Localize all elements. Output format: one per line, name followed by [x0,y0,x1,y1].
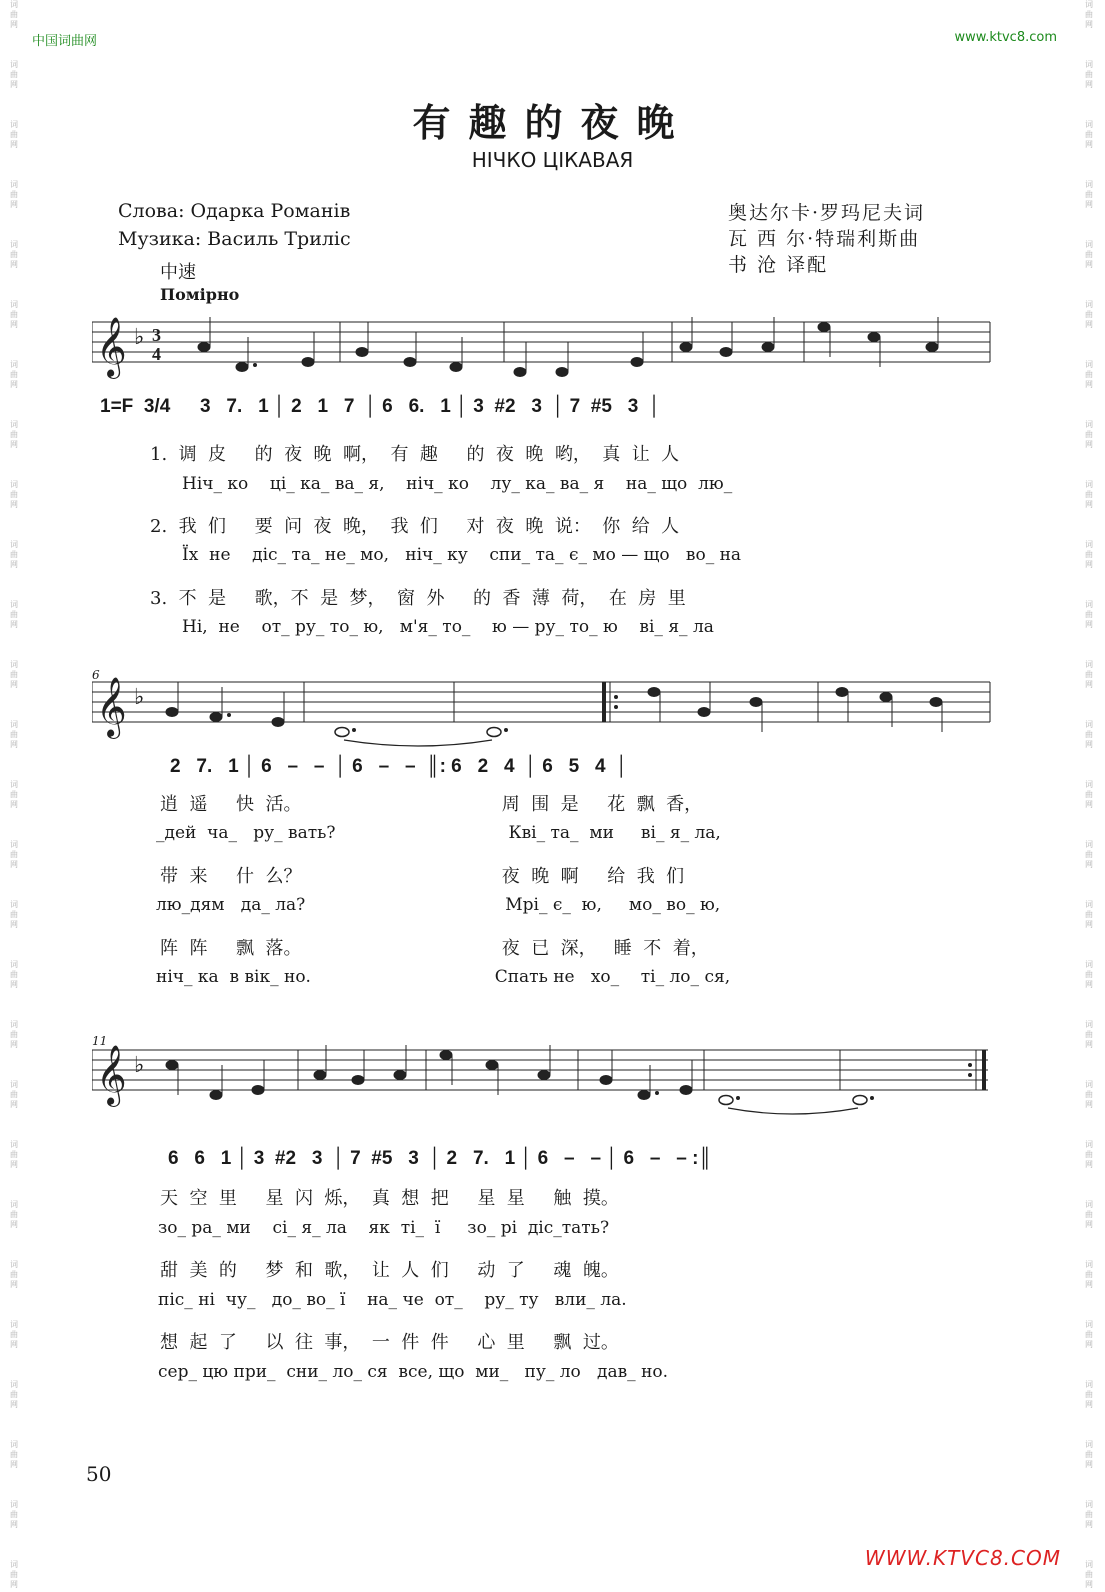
watermark-unit [2,240,26,300]
watermark-glyph: 曲 [1085,1150,1093,1159]
watermark-glyph: 曲 [1085,250,1093,259]
watermark-glyph: 网 [10,800,18,809]
lyric-line-3-v1-cn: 天 空 里 星 闪 烁， 真 想 把 星 星 触 摸。 [160,1188,619,1209]
watermark-glyph: 曲 [10,1150,18,1159]
jianpu-line-1: 3 7. 1 │ 2 1 7 │ 6 6. 1 │ 3 #2 3 │ 7 #5 3 │ [200,396,661,417]
watermark-unit [2,900,26,960]
watermark-unit [1077,1380,1101,1440]
watermark-unit [2,360,26,420]
site-name-left[interactable]: 中国词曲网 [32,34,98,49]
watermark-glyph: 词 [1085,1380,1093,1389]
watermark-glyph: 曲 [1085,1030,1093,1039]
watermark-glyph: 曲 [1085,910,1093,919]
lyric-line-2-v1-ua: _дей ча_ ру_ вать? Кві_ та_ ми ві_ я_ ла, [156,823,721,843]
watermark-unit [1077,720,1101,780]
watermark-glyph: 网 [10,1400,18,1409]
jianpu-time-signature: 3/4 [143,396,171,417]
watermark-glyph: 网 [1085,740,1093,749]
watermark-unit [1077,0,1101,60]
watermark-glyph: 词 [1085,900,1093,909]
watermark-glyph: 曲 [10,670,18,679]
watermark-glyph: 曲 [10,1270,18,1279]
watermark-glyph: 网 [1085,20,1093,29]
lyric-line-3-v3-ua: сер_ цю при_ сни_ ло_ ся все, що ми_ пу_ ло дав_ но. [158,1362,669,1382]
watermark-glyph: 词 [1085,1020,1093,1029]
watermark-glyph: 词 [1085,0,1093,9]
watermark-glyph: 词 [10,600,18,609]
watermark-glyph: 网 [10,1040,18,1049]
watermark-glyph: 词 [10,1200,18,1209]
watermark-glyph: 曲 [10,1090,18,1099]
watermark-glyph: 曲 [10,1450,18,1459]
watermark-glyph: 曲 [1085,190,1093,199]
watermark-glyph: 词 [1085,480,1093,489]
lyric-line-2-v3-cn: 阵 阵 飘 落。 夜 已 深， 睡 不 着， [160,938,709,959]
watermark-glyph: 网 [10,980,18,989]
watermark-glyph: 网 [10,860,18,869]
watermark-glyph: 曲 [10,70,18,79]
watermark-glyph: 词 [10,720,18,729]
watermark-glyph: 词 [1085,1140,1093,1149]
watermark-glyph: 网 [1085,1460,1093,1469]
watermark-glyph: 词 [1085,240,1093,249]
watermark-unit [1077,1500,1101,1560]
svg-text:𝄞: 𝄞 [96,317,127,377]
watermark-unit [2,1080,26,1140]
watermark-glyph: 词 [1085,720,1093,729]
watermark-glyph: 曲 [10,730,18,739]
watermark-glyph: 网 [1085,920,1093,929]
watermark-glyph: 词 [1085,840,1093,849]
watermark-glyph: 曲 [10,1570,18,1579]
song-title: 有趣的夜晚 [412,100,693,145]
watermark-glyph: 网 [10,1220,18,1229]
watermark-glyph: 网 [1085,140,1093,149]
watermark-glyph: 词 [10,840,18,849]
lyric-line-2-v3-ua: ніч_ ка в вік_ но. Спать не хо_ ті_ ло_ ся, [156,967,731,987]
watermark-glyph: 网 [1085,860,1093,869]
lyric-line-2-v2-cn: 带 来 什 么？ 夜 晚 啊 给 我 们 [160,866,685,887]
watermark-glyph: 词 [1085,360,1093,369]
watermark-glyph: 网 [10,740,18,749]
watermark-glyph: 词 [1085,780,1093,789]
watermark-unit [1077,480,1101,540]
watermark-glyph: 曲 [1085,130,1093,139]
watermark-glyph: 词 [1085,1320,1093,1329]
watermark-unit [1077,240,1101,300]
watermark-glyph: 网 [10,440,18,449]
watermark-unit [1077,1020,1101,1080]
watermark-glyph: 词 [10,540,18,549]
watermark-glyph: 网 [1085,320,1093,329]
site-url-right[interactable]: www.ktvc8.com [954,30,1057,45]
watermark-unit [1077,420,1101,480]
watermark-unit [1077,1200,1101,1260]
watermark-glyph: 网 [10,500,18,509]
lyric-line-3-v2-ua: піс_ ні чу_ до_ во_ ї на_ че от_ ру_ ту вли_ ла. [158,1290,627,1310]
watermark-glyph: 词 [1085,1260,1093,1269]
watermark-glyph: 词 [1085,600,1093,609]
watermark-unit [1077,1260,1101,1320]
watermark-unit [1077,840,1101,900]
watermark-glyph: 词 [10,420,18,429]
watermark-glyph: 曲 [10,610,18,619]
lyric-line-1-v3-cn: 3. 不 是 歌，不 是 梦， 窗 外 的 香 薄 荷， 在 房 里 [150,588,686,609]
composer-credit-cn: 瓦 西 尔·特瑞利斯曲 [728,228,921,250]
watermark-glyph: 网 [10,1160,18,1169]
watermark-glyph: 词 [10,1500,18,1509]
watermark-unit [2,1560,26,1592]
watermark-unit [1077,1440,1101,1500]
svg-text:4: 4 [152,344,161,364]
watermark-glyph: 曲 [1085,1210,1093,1219]
watermark-glyph: 曲 [1085,1570,1093,1579]
watermark-glyph: 网 [1085,260,1093,269]
watermark-glyph: 词 [1085,1200,1093,1209]
watermark-glyph: 词 [10,900,18,909]
watermark-glyph: 网 [1085,1040,1093,1049]
watermark-glyph: 曲 [1085,70,1093,79]
watermark-unit [1077,780,1101,840]
watermark-glyph: 词 [10,1260,18,1269]
watermark-unit [2,420,26,480]
watermark-glyph: 词 [1085,1560,1093,1569]
watermark-unit [2,600,26,660]
watermark-glyph: 网 [10,1580,18,1589]
watermark-glyph: 词 [10,1020,18,1029]
watermark-unit [2,480,26,540]
watermark-glyph: 曲 [10,790,18,799]
translator-credit-cn: 书 沧 译配 [728,254,829,276]
watermark-glyph: 曲 [10,130,18,139]
watermark-unit [2,1020,26,1080]
watermark-glyph: 网 [10,1460,18,1469]
lyric-line-2-v2-ua: лю_дям да_ ла? Мрі_ є_ ю, мо_ во_ ю, [156,895,721,915]
watermark-glyph: 网 [1085,1160,1093,1169]
watermark-glyph: 词 [10,1140,18,1149]
watermark-glyph: 网 [10,320,18,329]
watermark-glyph: 曲 [1085,1090,1093,1099]
lyric-line-1-v3-ua: Ні, не от_ ру_ то_ ю, м'я_ то_ ю — ру_ то_ ю ві_ я_ ла [182,617,714,637]
watermark-glyph: 曲 [10,10,18,19]
watermark-unit [2,300,26,360]
watermark-glyph: 网 [1085,200,1093,209]
watermark-unit [1077,660,1101,720]
measure-number-6: 6 [92,668,100,682]
watermark-glyph: 曲 [1085,10,1093,19]
watermark-unit [2,1320,26,1380]
watermark-glyph: 曲 [10,550,18,559]
watermark-unit [2,780,26,840]
lyric-line-3-v3-cn: 想 起 了 以 往 事， 一 件 件 心 里 飘 过。 [160,1332,619,1353]
watermark-glyph: 词 [1085,300,1093,309]
watermark-glyph: 曲 [10,910,18,919]
watermark-glyph: 词 [10,60,18,69]
watermark-unit [2,1200,26,1260]
watermark-glyph: 曲 [1085,610,1093,619]
staff-system-3 [92,1036,992,1116]
lyric-line-1-v1-cn: 1. 调 皮 的 夜 晚 啊， 有 趣 的 夜 晚 哟， 真 让 人 [150,444,680,465]
watermark-glyph: 曲 [1085,490,1093,499]
watermark-unit [2,180,26,240]
watermark-glyph: 词 [10,660,18,669]
svg-text:𝄞: 𝄞 [96,1045,127,1105]
watermark-unit [2,840,26,900]
watermark-glyph: 词 [10,780,18,789]
watermark-glyph: 曲 [10,310,18,319]
lyric-line-2-v1-cn: 逍 遥 快 活。 周 围 是 花 飘 香， [160,794,703,815]
watermark-glyph: 词 [1085,1080,1093,1089]
watermark-glyph: 网 [1085,1280,1093,1289]
watermark-glyph: 曲 [1085,670,1093,679]
watermark-glyph: 曲 [10,1210,18,1219]
watermark-glyph: 曲 [10,430,18,439]
watermark-unit [1077,360,1101,420]
watermark-glyph: 网 [10,380,18,389]
watermark-glyph: 曲 [1085,1270,1093,1279]
jianpu-key: 1=F 3/4 [100,396,171,417]
watermark-glyph: 网 [1085,980,1093,989]
watermark-glyph: 网 [1085,500,1093,509]
tempo-cn: 中速 [160,262,196,283]
watermark-glyph: 词 [1085,960,1093,969]
watermark-glyph: 曲 [10,970,18,979]
watermark-unit [2,960,26,1020]
watermark-glyph: 词 [10,1440,18,1449]
composer-credit-ua: Музика: Василь Триліс [118,228,351,250]
tempo-ua: Помірно [160,285,240,304]
staff-system-1 [92,308,992,388]
watermark-unit [2,0,26,60]
watermark-glyph: 网 [10,20,18,29]
jianpu-line-2: 2 7. 1 │ 6 – – │ 6 – – ║: 6 2 4 │ 6 5 4 │ [170,756,629,777]
watermark-glyph: 词 [1085,540,1093,549]
watermark-glyph: 网 [10,200,18,209]
svg-text:♭: ♭ [134,325,145,350]
lyric-line-3-v2-cn: 甜 美 的 梦 和 歌， 让 人 们 动 了 魂 魄。 [160,1260,619,1281]
watermark-glyph: 网 [10,560,18,569]
watermark-glyph: 网 [1085,1220,1093,1229]
watermark-glyph: 曲 [10,190,18,199]
right-watermark-strip [1077,0,1101,1592]
watermark-unit [2,1380,26,1440]
watermark-unit [2,720,26,780]
watermark-glyph: 词 [10,240,18,249]
watermark-glyph: 曲 [1085,1510,1093,1519]
watermark-glyph: 词 [10,300,18,309]
svg-text:3: 3 [152,325,161,345]
watermark-glyph: 词 [10,180,18,189]
watermark-glyph: 词 [1085,660,1093,669]
watermark-glyph: 网 [1085,1340,1093,1349]
watermark-unit [1077,1140,1101,1200]
watermark-glyph: 曲 [10,1510,18,1519]
watermark-unit [2,1260,26,1320]
watermark-unit [2,1440,26,1500]
watermark-glyph: 词 [10,1080,18,1089]
lyric-line-1-v2-ua: Їх не діс_ та_ не_ мо, ніч_ ку спи_ та_ є_ мо — що во_ на [182,545,742,565]
watermark-glyph: 词 [10,120,18,129]
watermark-glyph: 词 [1085,420,1093,429]
lyricist-credit-cn: 奥达尔卡·罗玛尼夫词 [728,202,926,224]
svg-text:𝄞: 𝄞 [96,677,127,737]
song-subtitle: НІЧКО ЦІКАВАЯ [471,148,634,172]
watermark-glyph: 网 [1085,1580,1093,1589]
watermark-glyph: 曲 [10,370,18,379]
watermark-glyph: 网 [1085,680,1093,689]
watermark-glyph: 曲 [1085,790,1093,799]
watermark-glyph: 网 [10,140,18,149]
watermark-glyph: 网 [10,1280,18,1289]
watermark-glyph: 网 [1085,1520,1093,1529]
left-watermark-strip [2,0,26,1592]
watermark-unit [1077,900,1101,960]
watermark-glyph: 词 [10,360,18,369]
watermark-glyph: 词 [10,480,18,489]
watermark-glyph: 曲 [1085,310,1093,319]
watermark-unit [1077,1320,1101,1380]
watermark-glyph: 词 [10,1380,18,1389]
watermark-glyph: 词 [1085,120,1093,129]
watermark-glyph: 网 [10,680,18,689]
watermark-glyph: 曲 [1085,370,1093,379]
watermark-unit [1077,180,1101,240]
measure-number-11: 11 [92,1034,108,1048]
watermark-glyph: 词 [1085,180,1093,189]
staff-system-2 [92,668,992,748]
watermark-glyph: 网 [1085,380,1093,389]
watermark-glyph: 曲 [10,1030,18,1039]
watermark-glyph: 曲 [10,850,18,859]
watermark-glyph: 网 [10,1340,18,1349]
svg-text:♭: ♭ [134,1053,145,1078]
watermark-glyph: 词 [10,1560,18,1569]
jianpu-line-3: 6 6 1 │ 3 #2 3 │ 7 #5 3 │ 2 7. 1 │ 6 – – │ 6 – – :║ [168,1148,712,1169]
watermark-glyph: 曲 [1085,1450,1093,1459]
watermark-glyph: 词 [10,960,18,969]
watermark-glyph: 网 [10,260,18,269]
watermark-glyph: 曲 [1085,550,1093,559]
lyric-line-3-v1-ua: зо_ ра_ ми сі_ я_ ла як ті_ ї зо_ рі діс_тать? [158,1218,610,1238]
watermark-glyph: 词 [10,0,18,9]
watermark-unit [1077,960,1101,1020]
watermark-glyph: 曲 [10,1390,18,1399]
watermark-glyph: 曲 [1085,1390,1093,1399]
watermark-glyph: 网 [10,1100,18,1109]
lyricist-credit-ua: Слова: Одарка Романів [118,200,351,222]
watermark-glyph: 网 [1085,1100,1093,1109]
watermark-unit [2,660,26,720]
watermark-unit [1077,1080,1101,1140]
watermark-glyph: 网 [10,920,18,929]
lyric-line-1-v2-cn: 2. 我 们 要 问 夜 晚， 我 们 对 夜 晚 说： 你 给 人 [150,516,680,537]
watermark-glyph: 网 [10,80,18,89]
watermark-unit [1077,540,1101,600]
watermark-glyph: 词 [10,1320,18,1329]
watermark-glyph: 曲 [1085,730,1093,739]
watermark-glyph: 网 [10,620,18,629]
watermark-glyph: 曲 [1085,430,1093,439]
watermark-glyph: 网 [1085,800,1093,809]
watermark-glyph: 曲 [1085,850,1093,859]
watermark-glyph: 曲 [1085,970,1093,979]
watermark-unit [2,1140,26,1200]
watermark-glyph: 曲 [10,1330,18,1339]
watermark-glyph: 词 [1085,60,1093,69]
watermark-unit [2,540,26,600]
watermark-glyph: 网 [1085,440,1093,449]
page-number: 50 [86,1462,112,1486]
watermark-glyph: 词 [1085,1500,1093,1509]
watermark-glyph: 曲 [1085,1330,1093,1339]
watermark-glyph: 网 [10,1520,18,1529]
watermark-glyph: 网 [1085,80,1093,89]
watermark-glyph: 曲 [10,250,18,259]
watermark-glyph: 词 [1085,1440,1093,1449]
lyric-line-1-v1-ua: Ніч_ ко ці_ ка_ ва_ я, ніч_ ко лу_ ка_ ва_ я на_ що лю_ [182,474,733,494]
watermark-glyph: 网 [1085,1400,1093,1409]
watermark-unit [2,1500,26,1560]
footer-site-logo[interactable]: WWW.KTVC8.COM [864,1546,1061,1570]
watermark-unit [1077,300,1101,360]
watermark-glyph: 网 [1085,560,1093,569]
watermark-glyph: 网 [1085,620,1093,629]
watermark-glyph: 曲 [10,490,18,499]
watermark-unit [1077,1560,1101,1592]
svg-text:♭: ♭ [134,685,145,710]
watermark-unit [1077,600,1101,660]
